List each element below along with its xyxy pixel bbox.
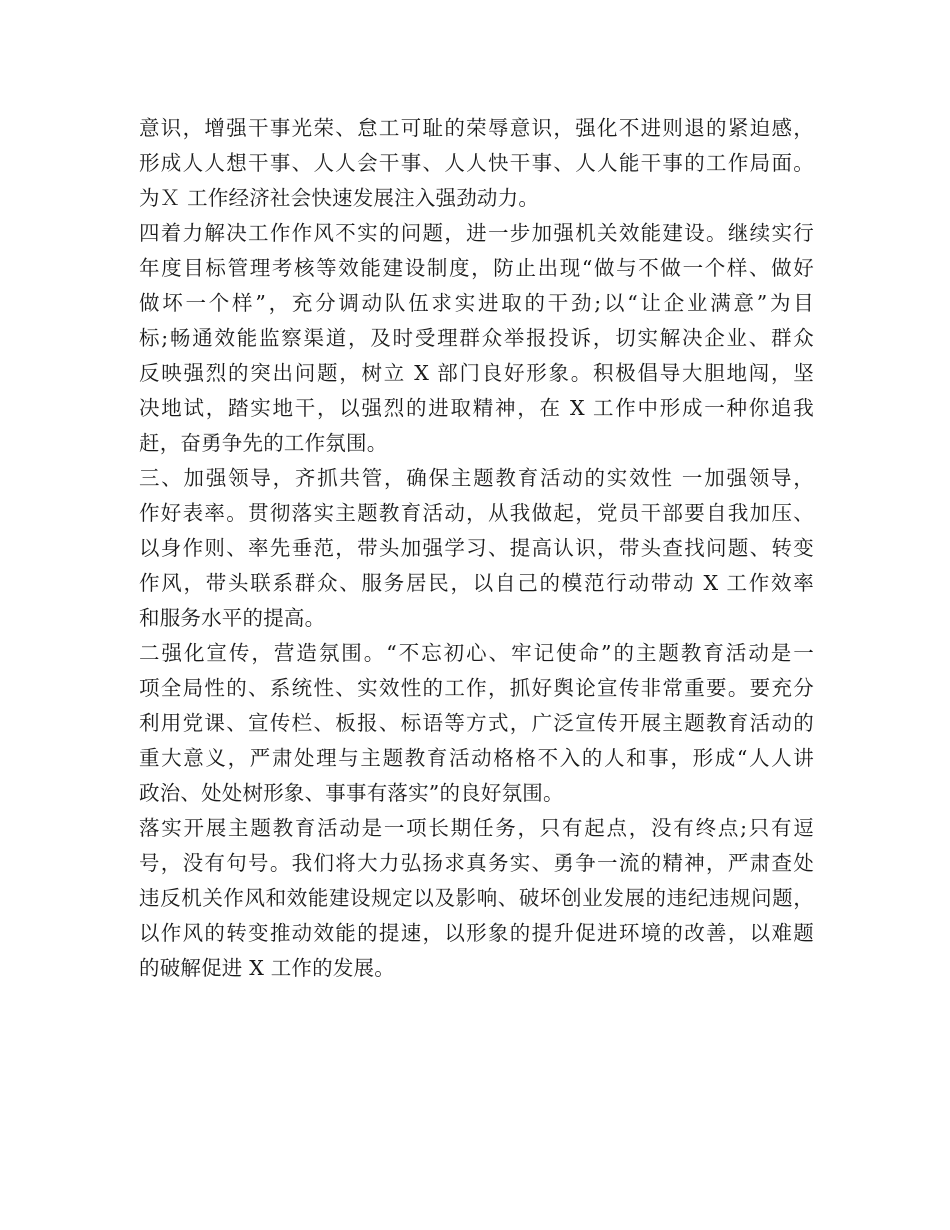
text-line: 违反机关作风和效能建设规定以及影响、破坏创业发展的违纪违规问题，	[139, 886, 814, 910]
text-line: 作好表率。贯彻落实主题教育活动，从我做起，党员干部要自我加压、	[139, 501, 814, 525]
text-line: 年度目标管理考核等效能建设制度，防止出现“做与不做一个样、做好	[139, 256, 814, 280]
text-line: 反映强烈的突出问题，树立 X 部门良好形象。积极倡导大胆地闯，坚	[139, 361, 814, 385]
text-line: 意识，增强干事光荣、怠工可耻的荣辱意识，强化不进则退的紧迫感，	[139, 116, 814, 140]
text-line: 以身作则、率先垂范，带头加强学习、提高认识，带头查找问题、转变	[139, 536, 814, 560]
text-line: 做坏一个样”，充分调动队伍求实进取的干劲;以“让企业满意”为目	[139, 291, 814, 315]
text-line: 和服务水平的提高。	[139, 606, 326, 630]
body-text	[139, 111, 814, 986]
text-line: 利用党课、宣传栏、板报、标语等方式，广泛宣传开展主题教育活动的	[139, 711, 814, 735]
text-line: 标;畅通效能监察渠道，及时受理群众举报投诉，切实解决企业、群众	[139, 326, 814, 350]
text-line: 重大意义，严肃处理与主题教育活动格格不入的人和事，形成“人人讲	[139, 746, 814, 770]
text-line: 以作风的转变推动效能的提速，以形象的提升促进环境的改善，以难题	[139, 921, 814, 945]
text-line: 决地试，踏实地干，以强烈的进取精神，在 X 工作中形成一种你追我	[139, 396, 814, 420]
text-line: 形成人人想干事、人人会干事、人人快干事、人人能干事的工作局面。	[139, 151, 814, 175]
text-line: 项全局性的、系统性、实效性的工作，抓好舆论宣传非常重要。要充分	[139, 676, 814, 700]
text-line: 为Ｘ 工作经济社会快速发展注入强劲动力。	[139, 186, 540, 210]
text-line: 三、加强领导，齐抓共管，确保主题教育活动的实效性 一加强领导，	[139, 466, 814, 490]
text-line: 二强化宣传，营造氛围。“不忘初心、牢记使命”的主题教育活动是一	[139, 641, 814, 665]
text-line: 政治、处处树形象、事事有落实”的良好氛围。	[139, 781, 564, 805]
text-line: 四着力解决工作作风不实的问题，进一步加强机关效能建设。继续实行	[139, 221, 814, 245]
text-line: 号，没有句号。我们将大力弘扬求真务实、勇争一流的精神，严肃查处	[139, 851, 814, 875]
text-line: 的破解促进 X 工作的发展。	[139, 956, 395, 980]
text-line: 作风，带头联系群众、服务居民，以自己的模范行动带动 X 工作效率	[139, 571, 814, 595]
text-line: 落实开展主题教育活动是一项长期任务，只有起点，没有终点;只有逗	[139, 816, 814, 840]
text-line: 赶，奋勇争先的工作氛围。	[139, 431, 388, 455]
